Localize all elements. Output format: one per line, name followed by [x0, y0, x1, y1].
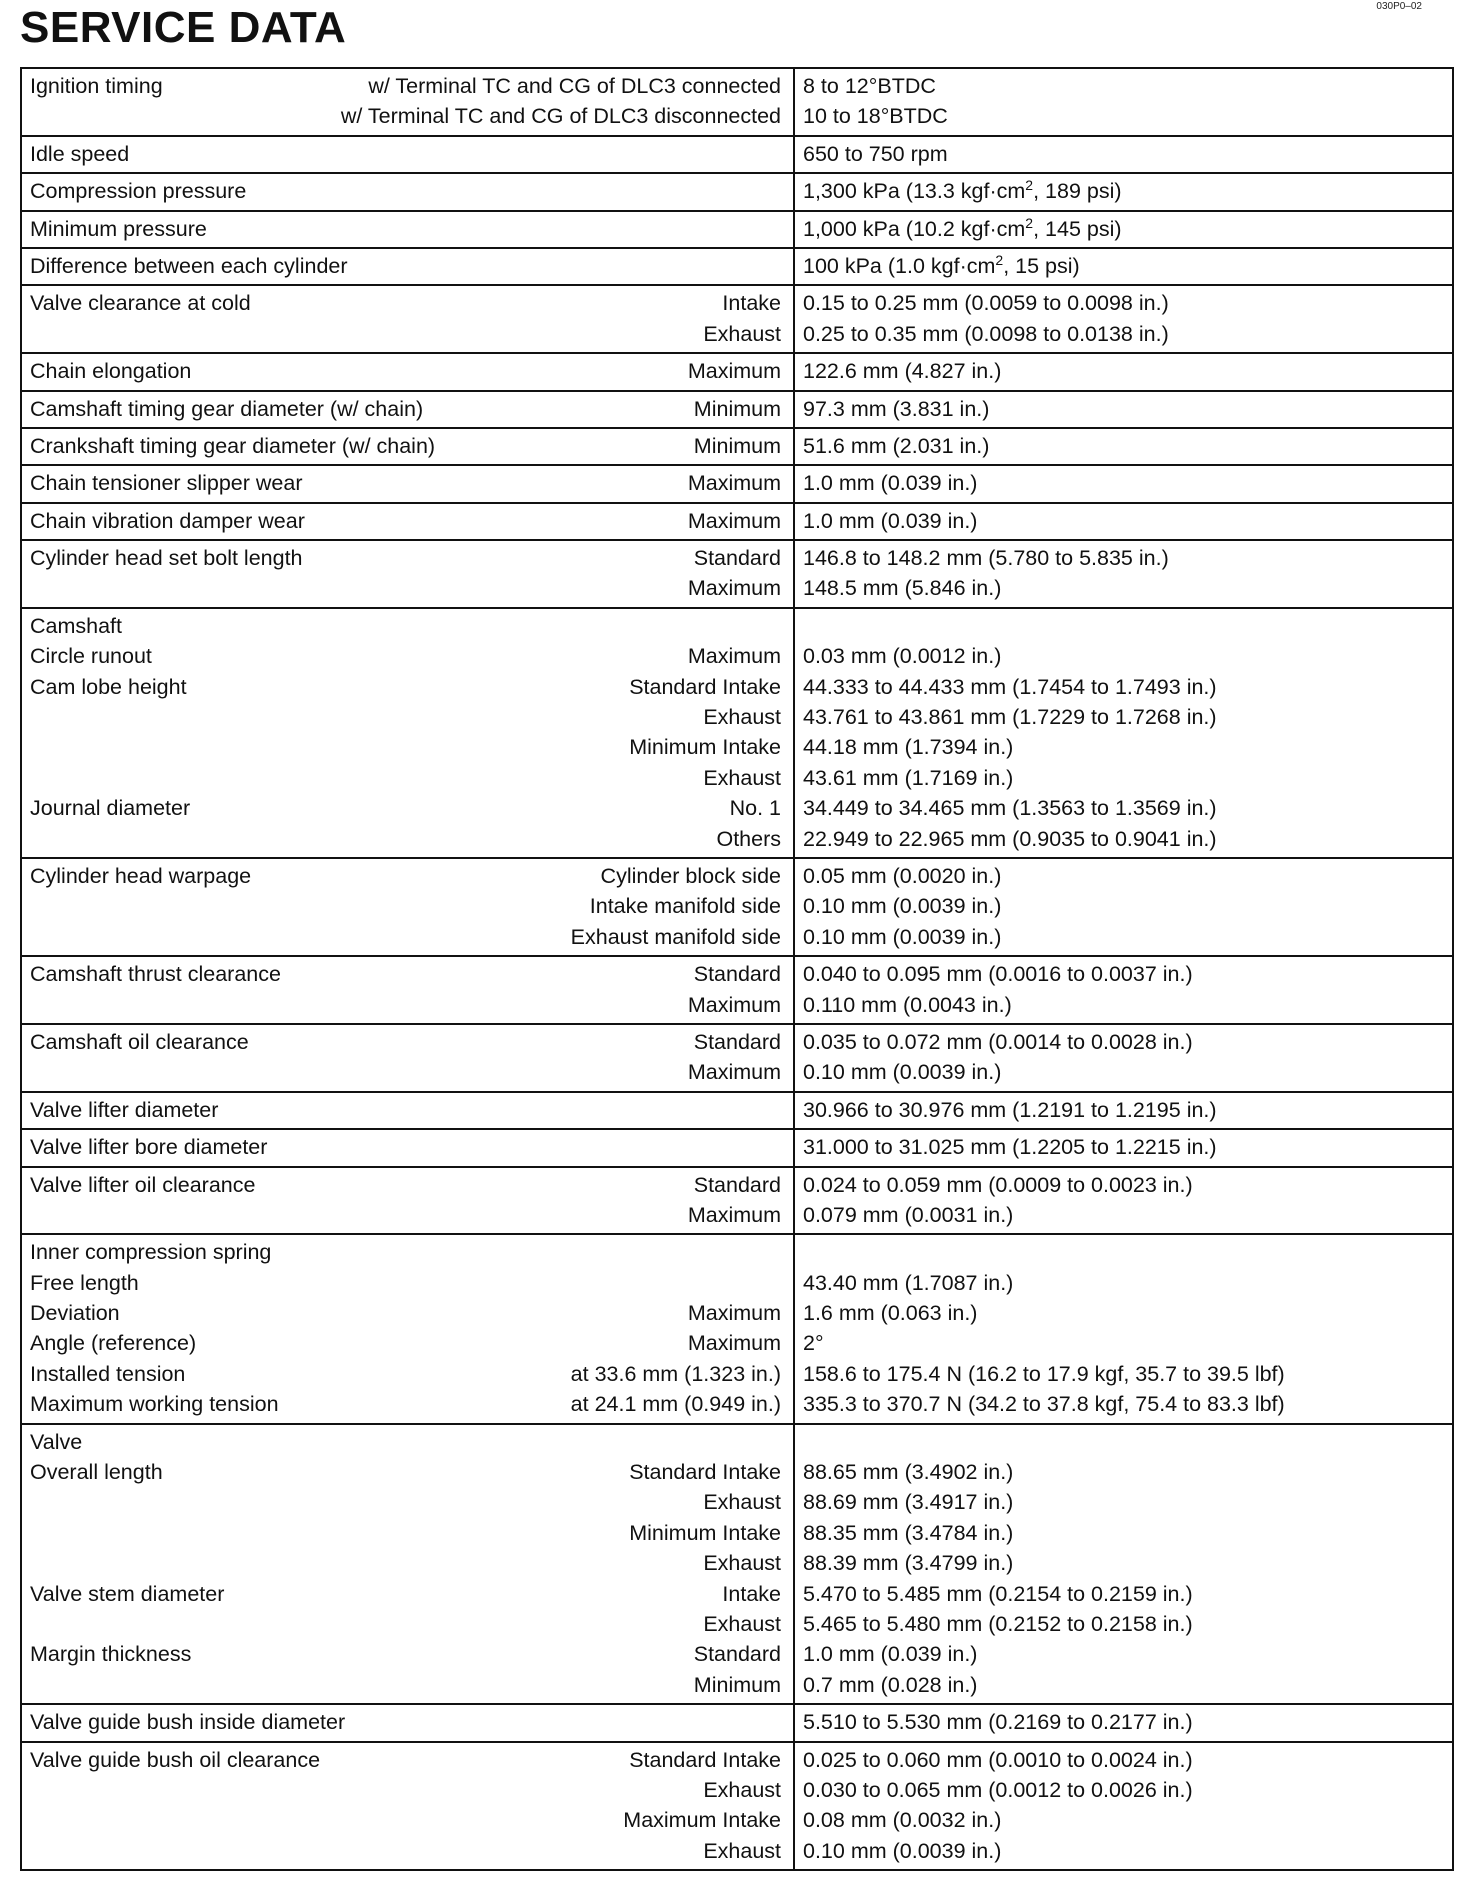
table-row [21, 211, 1453, 248]
spec-value: 0.25 to 0.35 mm (0.0098 to 0.0138 in.) [803, 321, 1169, 346]
spec-value: 0.10 mm (0.0039 in.) [803, 1838, 1002, 1863]
item-line [30, 824, 781, 854]
spec-value: 44.333 to 44.433 mm (1.7454 to 1.7493 in.) [803, 674, 1217, 699]
item-label: Compression pressure [30, 179, 247, 204]
item-condition: Maximum [687, 1301, 781, 1326]
item-line [30, 356, 781, 386]
item-cell [21, 503, 794, 540]
item-cell [21, 1742, 794, 1871]
item-condition: Maximum [687, 644, 781, 669]
value-cell [794, 68, 1453, 136]
spec-value: 148.5 mm (5.846 in.) [803, 576, 1002, 601]
table-row [21, 1024, 1453, 1092]
spec-value: 88.69 mm (3.4917 in.) [803, 1490, 1014, 1515]
item-condition: Exhaust [703, 321, 781, 346]
item-condition: Standard [693, 1029, 781, 1054]
item-condition: Standard Intake [629, 1460, 781, 1485]
value-cell [794, 1092, 1453, 1129]
item-line [30, 1548, 781, 1578]
item-label: Free length [30, 1270, 139, 1295]
spec-value: 97.3 mm (3.831 in.) [803, 396, 990, 421]
item-label: Camshaft oil clearance [30, 1029, 249, 1054]
spec-value: 1,300 kPa (13.3 $kgf\cdot cm^2$, 189 psi) [803, 177, 1122, 204]
item-label: Chain tensioner slipper wear [30, 471, 303, 496]
value-cell [794, 428, 1453, 465]
spec-value: 0.110 mm (0.0043 in.) [803, 992, 1012, 1017]
spec-value: 43.40 mm (1.7087 in.) [803, 1270, 1014, 1295]
item-cell [21, 858, 794, 956]
service-data-table-body [21, 68, 1453, 1870]
item-condition: Maximum [687, 992, 781, 1017]
value-cell [794, 956, 1453, 1024]
item-condition: Maximum [687, 1060, 781, 1085]
item-condition: Maximum [687, 1331, 781, 1356]
item-condition: Exhaust [703, 765, 781, 790]
item-line [30, 214, 781, 244]
item-line [30, 1027, 781, 1057]
item-line [30, 1670, 781, 1700]
item-condition: Intake [722, 1581, 781, 1606]
item-label: Overall length [30, 1460, 163, 1485]
item-condition: Minimum [693, 1672, 781, 1697]
table-row [21, 465, 1453, 502]
spec-value: 1.0 mm (0.039 in.) [803, 508, 978, 533]
item-condition: Standard [693, 962, 781, 987]
item-line [30, 1200, 781, 1230]
item-line [30, 763, 781, 793]
value-cell [794, 1704, 1453, 1741]
spec-value: 10 to 18°BTDC [803, 104, 948, 129]
item-line [30, 1389, 781, 1419]
item-label: Chain vibration damper wear [30, 508, 305, 533]
item-label: Deviation [30, 1301, 120, 1326]
item-label: Camshaft thrust clearance [30, 962, 281, 987]
table-row [21, 540, 1453, 608]
spec-value: 1.6 mm (0.063 in.) [803, 1301, 978, 1326]
item-label: Difference between each cylinder [30, 253, 348, 278]
spec-value [803, 1427, 1444, 1457]
item-line [30, 1298, 781, 1328]
item-line [30, 641, 781, 671]
item-line [30, 1095, 781, 1125]
item-label: Cylinder head set bolt length [30, 546, 303, 571]
spec-value: 30.966 to 30.976 mm (1.2191 to 1.2195 in.) [803, 1097, 1217, 1122]
spec-value: 88.39 mm (3.4799 in.) [803, 1551, 1014, 1576]
item-cell [21, 211, 794, 248]
document-code: 030P0–02 [1376, 1, 1422, 12]
value-cell [794, 465, 1453, 502]
table-row [21, 248, 1453, 285]
spec-value: 34.449 to 34.465 mm (1.3563 to 1.3569 in.) [803, 796, 1217, 821]
item-line [30, 891, 781, 921]
item-condition: Standard [693, 546, 781, 571]
page-title: SERVICE DATA [20, 3, 347, 52]
item-label: Minimum pressure [30, 216, 207, 241]
item-cell [21, 285, 794, 353]
item-label: Cylinder head warpage [30, 863, 252, 888]
item-line [30, 101, 781, 131]
item-line [30, 1359, 781, 1389]
item-line [30, 1518, 781, 1548]
item-line [30, 1268, 781, 1298]
spec-value: 0.030 to 0.065 mm (0.0012 to 0.0026 in.) [803, 1777, 1193, 1802]
item-cell [21, 248, 794, 285]
spec-value: 0.15 to 0.25 mm (0.0059 to 0.0098 in.) [803, 291, 1169, 316]
value-cell [794, 503, 1453, 540]
item-label: Valve [30, 1429, 83, 1454]
table-row [21, 428, 1453, 465]
spec-value: 1,000 kPa (10.2 $kgf\cdot cm^2$, 145 psi) [803, 214, 1122, 241]
item-condition: Standard [693, 1642, 781, 1667]
item-line [30, 176, 781, 206]
table-row [21, 173, 1453, 210]
value-cell [794, 353, 1453, 390]
value-cell [794, 285, 1453, 353]
spec-value: 0.040 to 0.095 mm (0.0016 to 0.0037 in.) [803, 962, 1193, 987]
item-condition: w/ Terminal TC and CG of DLC3 connected [368, 74, 781, 98]
table-row [21, 391, 1453, 428]
table-row [21, 1742, 1453, 1871]
spec-value: 650 to 750 rpm [803, 141, 948, 166]
table-row [21, 136, 1453, 173]
item-condition: Intake manifold side [589, 894, 781, 919]
item-line [30, 1132, 781, 1162]
spec-value: 51.6 mm (2.031 in.) [803, 433, 990, 458]
item-cell [21, 956, 794, 1024]
spec-value: 2° [803, 1331, 824, 1356]
spec-value: 0.10 mm (0.0039 in.) [803, 1060, 1002, 1085]
item-line [30, 1057, 781, 1087]
spec-value: 0.10 mm (0.0039 in.) [803, 924, 1002, 949]
item-line [30, 1457, 781, 1487]
item-condition: Minimum [693, 396, 781, 421]
item-condition: Exhaust [703, 1611, 781, 1636]
item-cell [21, 1234, 794, 1423]
item-label: Crankshaft timing gear diameter (w/ chain) [30, 433, 436, 458]
item-line [30, 468, 781, 498]
spec-value: 43.761 to 43.861 mm (1.7229 to 1.7268 in.) [803, 705, 1217, 730]
spec-value: 8 to 12°BTDC [803, 74, 936, 98]
item-cell [21, 391, 794, 428]
item-line [30, 1639, 781, 1669]
table-row [21, 1234, 1453, 1423]
spec-value: 0.025 to 0.060 mm (0.0010 to 0.0024 in.) [803, 1747, 1193, 1772]
item-line [30, 732, 781, 762]
value-cell [794, 248, 1453, 285]
item-line [30, 861, 781, 891]
item-label: Ignition timing [30, 74, 163, 98]
item-cell [21, 1167, 794, 1235]
item-condition: w/ Terminal TC and CG of DLC3 disconnected [340, 104, 781, 129]
item-line [30, 543, 781, 573]
item-condition: Minimum Intake [629, 735, 781, 760]
spec-value: 43.61 mm (1.7169 in.) [803, 765, 1014, 790]
item-condition: Exhaust [703, 1490, 781, 1515]
item-cell [21, 540, 794, 608]
item-cell [21, 1092, 794, 1129]
item-line [30, 990, 781, 1020]
spec-value: 44.18 mm (1.7394 in.) [803, 735, 1014, 760]
table-row [21, 1129, 1453, 1166]
item-label: Valve lifter diameter [30, 1097, 219, 1122]
spec-value: 0.035 to 0.072 mm (0.0014 to 0.0028 in.) [803, 1029, 1193, 1054]
value-cell [794, 1424, 1453, 1705]
item-condition: Exhaust [703, 1551, 781, 1576]
table-row [21, 503, 1453, 540]
item-line [30, 573, 781, 603]
item-line [30, 922, 781, 952]
item-condition: Exhaust [703, 1777, 781, 1802]
item-condition: Maximum [687, 359, 781, 384]
item-condition: Maximum [687, 1202, 781, 1227]
item-condition: Exhaust manifold side [570, 924, 781, 949]
item-condition: Standard Intake [629, 674, 781, 699]
item-cell [21, 1424, 794, 1705]
item-condition: Exhaust [703, 1838, 781, 1863]
item-cell [21, 465, 794, 502]
item-line [30, 959, 781, 989]
item-line [30, 1836, 781, 1866]
item-line [30, 1745, 781, 1775]
spec-value: 1.0 mm (0.039 in.) [803, 471, 978, 496]
item-line [30, 1237, 781, 1267]
item-line [30, 319, 781, 349]
table-row [21, 956, 1453, 1024]
item-line [30, 702, 781, 732]
item-label: Valve guide bush inside diameter [30, 1710, 346, 1735]
item-line [30, 1609, 781, 1639]
item-cell [21, 136, 794, 173]
table-row [21, 1424, 1453, 1705]
item-label: Inner compression spring [30, 1240, 272, 1265]
item-cell [21, 68, 794, 136]
item-cell [21, 608, 794, 858]
item-condition: at 33.6 mm (1.323 in.) [570, 1361, 781, 1386]
item-label: Maximum working tension [30, 1392, 279, 1417]
spec-value [803, 1237, 1444, 1267]
item-line [30, 139, 781, 169]
item-label: Valve stem diameter [30, 1581, 225, 1606]
item-line [30, 1328, 781, 1358]
item-condition: Cylinder block side [600, 863, 781, 888]
spec-value: 1.0 mm (0.039 in.) [803, 1642, 978, 1667]
item-line [30, 1427, 781, 1457]
spec-value: 0.024 to 0.059 mm (0.0009 to 0.0023 in.) [803, 1172, 1193, 1197]
item-condition: Standard [693, 1172, 781, 1197]
spec-value: 5.470 to 5.485 mm (0.2154 to 0.2159 in.) [803, 1581, 1193, 1606]
spec-value: 0.7 mm (0.028 in.) [803, 1672, 978, 1697]
table-row [21, 1704, 1453, 1741]
value-cell [794, 391, 1453, 428]
spec-value [803, 611, 1444, 641]
item-cell [21, 1704, 794, 1741]
value-cell [794, 1742, 1453, 1871]
item-line [30, 431, 781, 461]
table-row [21, 68, 1453, 136]
service-data-table [20, 67, 1454, 1871]
table-row [21, 1092, 1453, 1129]
value-cell [794, 540, 1453, 608]
item-condition: No. 1 [729, 796, 781, 821]
spec-value: 0.10 mm (0.0039 in.) [803, 894, 1002, 919]
spec-value: 335.3 to 370.7 N (34.2 to 37.8 kgf, 75.4 to 83.3 lbf) [803, 1392, 1285, 1417]
spec-value: 5.510 to 5.530 mm (0.2169 to 0.2177 in.) [803, 1710, 1193, 1735]
item-label: Journal diameter [30, 796, 191, 821]
spec-value: 88.65 mm (3.4902 in.) [803, 1460, 1014, 1485]
table-row [21, 858, 1453, 956]
item-line [30, 394, 781, 424]
item-condition: Standard Intake [629, 1747, 781, 1772]
spec-value: 0.08 mm (0.0032 in.) [803, 1808, 1002, 1833]
item-label: Camshaft timing gear diameter (w/ chain) [30, 396, 424, 421]
item-label: Valve clearance at cold [30, 291, 251, 316]
item-line [30, 506, 781, 536]
item-line [30, 1170, 781, 1200]
item-condition: Minimum [693, 433, 781, 458]
item-condition: Maximum [687, 508, 781, 533]
item-label: Valve guide bush oil clearance [30, 1747, 321, 1772]
item-label: Margin thickness [30, 1642, 192, 1667]
spec-value: 31.000 to 31.025 mm (1.2205 to 1.2215 in.) [803, 1135, 1217, 1160]
spec-value: 100 kPa (1.0 $kgf\cdot cm^2$, 15 psi) [803, 251, 1080, 278]
item-line [30, 1579, 781, 1609]
value-cell [794, 858, 1453, 956]
item-condition: Intake [722, 291, 781, 316]
item-cell [21, 1129, 794, 1166]
item-condition: Exhaust [703, 705, 781, 730]
item-line [30, 672, 781, 702]
value-cell [794, 1129, 1453, 1166]
table-row [21, 285, 1453, 353]
spec-value: 122.6 mm (4.827 in.) [803, 359, 1002, 384]
value-cell [794, 608, 1453, 858]
value-cell [794, 136, 1453, 173]
item-condition: Maximum [687, 576, 781, 601]
table-row [21, 1167, 1453, 1235]
value-cell [794, 173, 1453, 210]
item-label: Angle (reference) [30, 1331, 197, 1356]
item-condition: at 24.1 mm (0.949 in.) [570, 1392, 781, 1417]
item-label: Cam lobe height [30, 674, 187, 699]
item-condition: Minimum Intake [629, 1520, 781, 1545]
item-line [30, 611, 781, 641]
spec-value: 0.03 mm (0.0012 in.) [803, 644, 1002, 669]
spec-value: 22.949 to 22.965 mm (0.9035 to 0.9041 in.) [803, 826, 1217, 851]
spec-value: 158.6 to 175.4 N (16.2 to 17.9 kgf, 35.7 to 39.5 lbf) [803, 1361, 1285, 1386]
value-cell [794, 1234, 1453, 1423]
item-line [30, 251, 781, 281]
value-cell [794, 211, 1453, 248]
item-condition: Others [716, 826, 781, 851]
item-label: Circle runout [30, 644, 152, 669]
item-condition: Maximum Intake [623, 1808, 781, 1833]
item-line [30, 793, 781, 823]
item-label: Chain elongation [30, 359, 192, 384]
item-line [30, 1775, 781, 1805]
item-line [30, 1487, 781, 1517]
table-row [21, 608, 1453, 858]
item-label: Valve lifter bore diameter [30, 1135, 268, 1160]
spec-value: 146.8 to 148.2 mm (5.780 to 5.835 in.) [803, 546, 1169, 571]
item-cell [21, 1024, 794, 1092]
item-line [30, 288, 781, 318]
item-condition: Maximum [687, 471, 781, 496]
item-cell [21, 173, 794, 210]
item-line [30, 1805, 781, 1835]
spec-value: 0.079 mm (0.0031 in.) [803, 1202, 1014, 1227]
item-cell [21, 428, 794, 465]
spec-value: 88.35 mm (3.4784 in.) [803, 1520, 1014, 1545]
item-label: Valve lifter oil clearance [30, 1172, 256, 1197]
item-line [30, 71, 781, 101]
item-label: Idle speed [30, 141, 130, 166]
item-label: Installed tension [30, 1361, 186, 1386]
item-cell [21, 353, 794, 390]
spec-value: 5.465 to 5.480 mm (0.2152 to 0.2158 in.) [803, 1611, 1193, 1636]
table-row [21, 353, 1453, 390]
item-label: Camshaft [30, 613, 123, 638]
spec-value: 0.05 mm (0.0020 in.) [803, 863, 1002, 888]
item-line [30, 1707, 781, 1737]
value-cell [794, 1024, 1453, 1092]
value-cell [794, 1167, 1453, 1235]
